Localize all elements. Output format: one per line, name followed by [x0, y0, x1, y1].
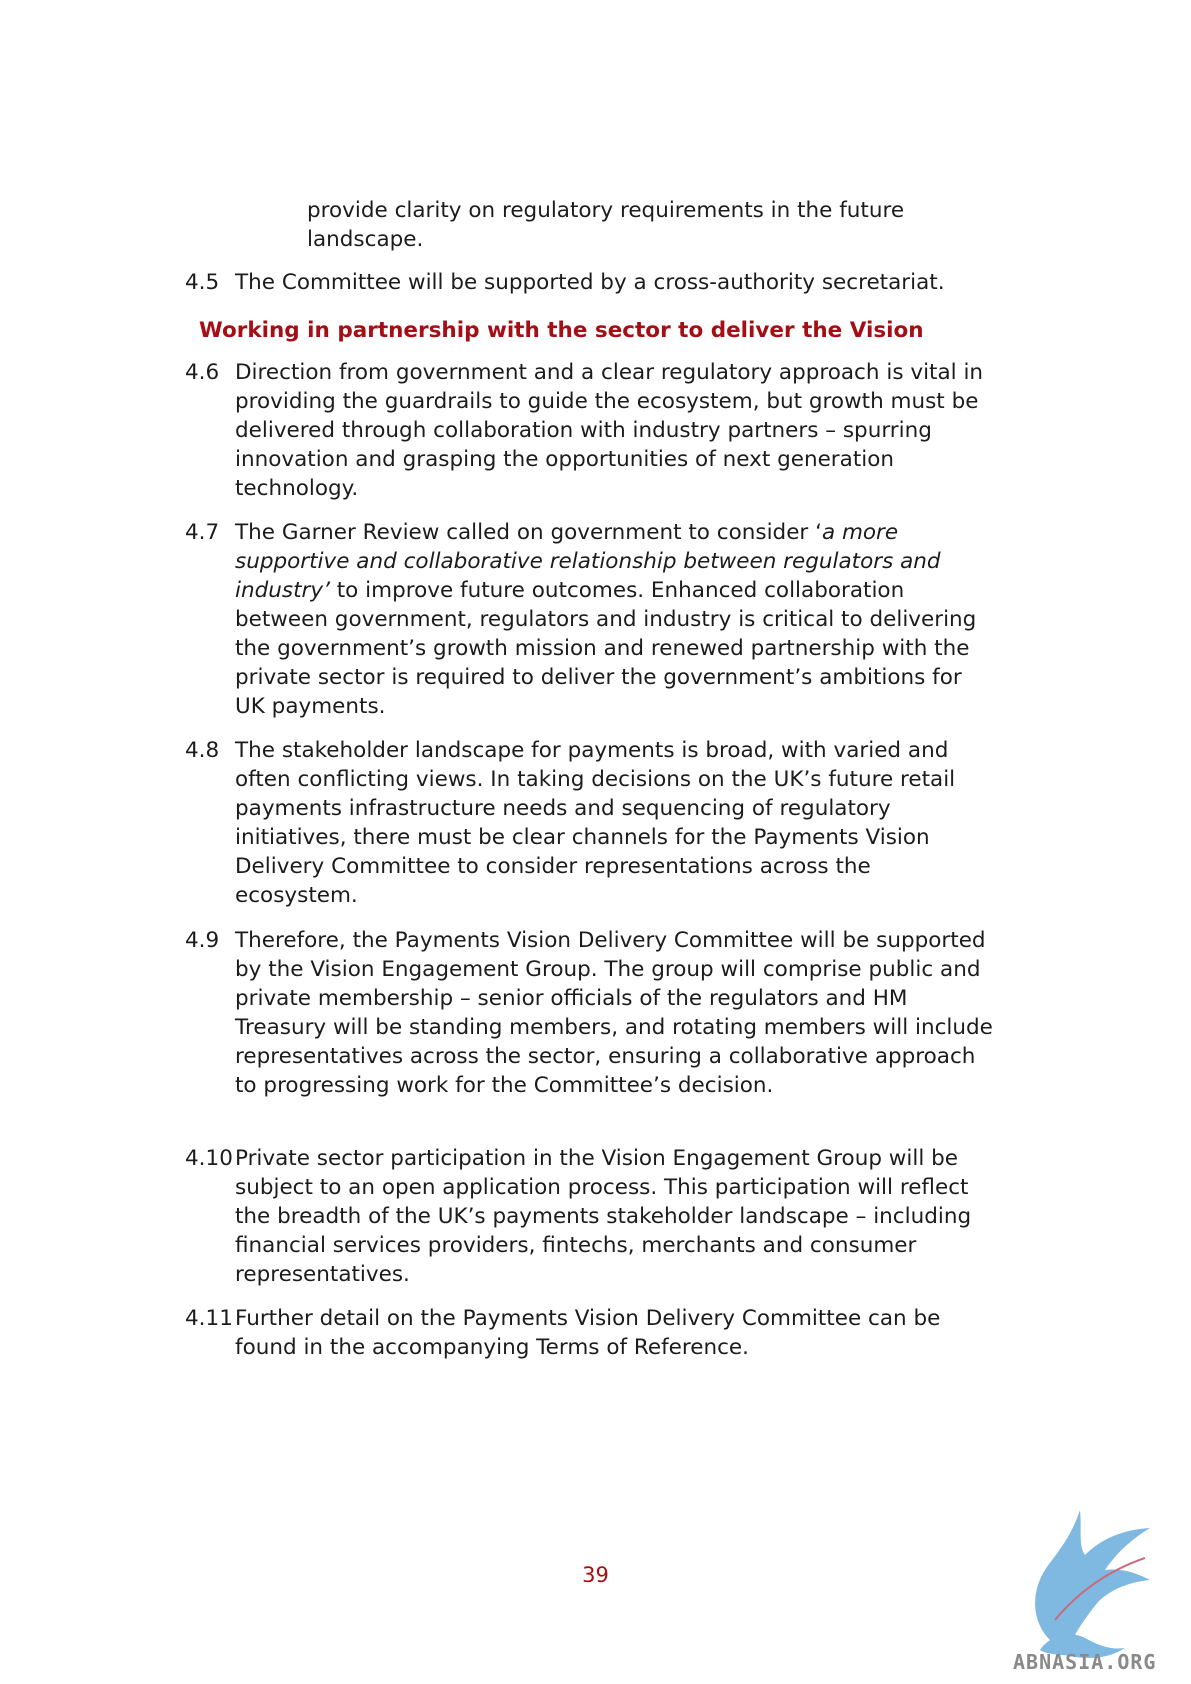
paragraph-4-6 — [185, 358, 1015, 503]
paragraph-4-10 — [185, 1144, 1015, 1289]
paragraph-4-11 — [185, 1304, 1015, 1362]
paragraph-4-8 — [185, 736, 1015, 910]
paragraph-text — [235, 518, 995, 721]
continuation-text: provide clarity on regulatory requirements in the future landscape. — [307, 198, 905, 252]
paragraph-text-start: The Garner Review called on government to consider ‘ — [235, 520, 822, 545]
paragraph-text: Direction from government and a clear regulatory approach is vital in providing the guardrails to guide the ecosystem, but growth must be delivered through collaboration with industry partners – spurring innovation and grasping the opportunities of next generation technology. — [235, 360, 984, 501]
paragraph-number: 4.7 — [185, 520, 220, 545]
paragraph-4-5 — [185, 268, 1015, 297]
paragraph-text: The stakeholder landscape for payments is broad, with varied and often conflicting views. In taking decisions on the UK’s future retail payments infrastructure needs and sequencing of regulatory initiatives, there must be clear channels for the Payments Vision Delivery Committee to consider representations across the ecosystem. — [235, 738, 956, 908]
paragraph-number: 4.9 — [185, 928, 220, 953]
paragraph-text-end: to improve future outcomes. Enhanced collaboration between government, regulators and industry is critical to delivering the government’s growth mission and renewed partnership with the private sector is required to deliver the government’s ambitions for UK payments. — [235, 578, 977, 719]
paragraph-text: Further detail on the Payments Vision Delivery Committee can be found in the accompanying Terms of Reference. — [235, 1306, 941, 1360]
paragraph-number: 4.10 — [185, 1146, 233, 1171]
paragraph-number: 4.11 — [185, 1306, 233, 1331]
paragraph-number: 4.8 — [185, 738, 220, 763]
watermark-text: ABNASIA.ORG — [1013, 1650, 1157, 1674]
page-number: 39 — [582, 1563, 609, 1587]
paragraph-number: 4.5 — [185, 270, 220, 295]
paragraph-text: Therefore, the Payments Vision Delivery Committee will be supported by the Vision Engagement Group. The group will comprise public and private membership – senior officials of the regulators and HM Treasury will be standing members, and rotating members will include representatives across the sector, ensuring a collaborative approach to progressing work for the Committee’s decision. — [235, 928, 993, 1098]
paragraph-4-7 — [185, 518, 1015, 721]
paragraph-text: The Committee will be supported by a cross-authority secretariat. — [235, 270, 945, 295]
quoted-italic-text: a more supportive and collaborative relationship between regulators and industry’ — [235, 520, 941, 603]
paragraph-number: 4.6 — [185, 360, 220, 385]
paragraph-4-9 — [185, 926, 1015, 1100]
griffin-logo-icon — [1010, 1500, 1160, 1660]
paragraph-text: Private sector participation in the Vision Engagement Group will be subject to an open application process. This participation will reflect the breadth of the UK’s payments stakeholder landscape – including financial services providers, fintechs, merchants and consumer representatives. — [235, 1146, 972, 1287]
section-heading: Working in partnership with the sector to deliver the Vision — [199, 318, 924, 343]
